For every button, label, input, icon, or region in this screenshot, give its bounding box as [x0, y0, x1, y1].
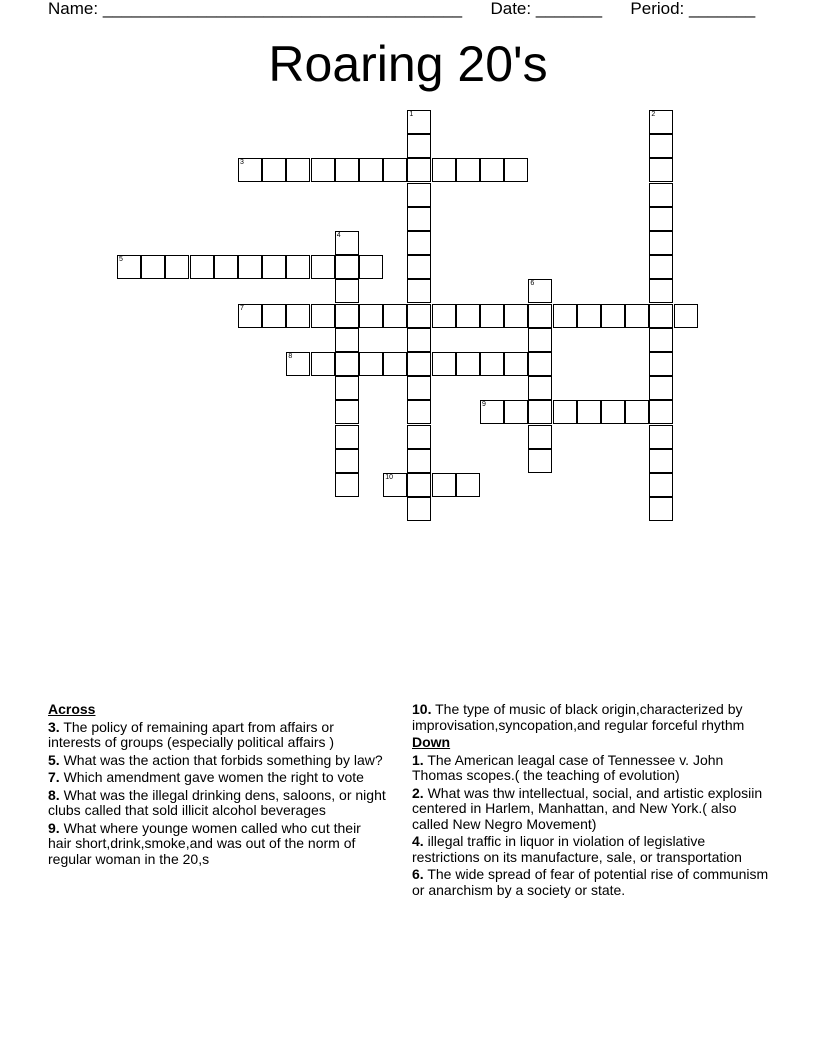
clue-number: 10. [412, 701, 432, 717]
crossword-cell[interactable] [674, 304, 698, 328]
crossword-cell[interactable] [456, 352, 480, 376]
clue-number: 5. [48, 751, 60, 768]
crossword-cell[interactable] [649, 158, 673, 182]
crossword-cell[interactable] [117, 255, 141, 279]
crossword-cell[interactable] [407, 449, 431, 473]
crossword-cell[interactable] [262, 158, 286, 182]
crossword-cell[interactable] [649, 497, 673, 521]
crossword-cell[interactable] [311, 352, 335, 376]
crossword-cell[interactable] [432, 352, 456, 376]
crossword-cell[interactable] [649, 328, 673, 352]
crossword-cell[interactable] [456, 158, 480, 182]
crossword-cell[interactable] [407, 231, 431, 255]
clue-number: 1. [412, 751, 424, 768]
crossword-cell[interactable] [504, 352, 528, 376]
crossword-cell[interactable] [335, 328, 359, 352]
page-title: Roaring 20's [268, 36, 548, 92]
period-blank[interactable]: _______ [689, 0, 756, 18]
crossword-cell[interactable] [601, 400, 625, 424]
crossword-cell[interactable] [528, 304, 552, 328]
cell-number: 10 [385, 474, 393, 481]
across-heading: Across [48, 701, 96, 717]
clue-item [48, 770, 388, 786]
clue-text: What was the illegal drinking dens, saloons, or night clubs called that sold illicit alcohol beverages [48, 786, 386, 818]
clue-text: What where younge women called who cut their hair short,drink,smoke,and was out of the norm of regular woman in the 20,s [48, 819, 361, 867]
clue-text: The American leagal case of Tennessee v. John Thomas scopes.( the teaching of evolution) [412, 751, 724, 783]
clue-item [412, 786, 772, 833]
crossword-cell[interactable] [335, 425, 359, 449]
crossword-cell[interactable] [577, 400, 601, 424]
crossword-cell[interactable] [649, 473, 673, 497]
crossword-cell[interactable] [528, 352, 552, 376]
period-label: Period: [630, 0, 685, 18]
crossword-cell[interactable] [504, 304, 528, 328]
crossword-cell[interactable] [407, 473, 431, 497]
crossword-cell[interactable] [528, 400, 552, 424]
clue-item [48, 753, 388, 769]
cell-number: 5 [119, 256, 123, 264]
crossword-cell[interactable] [214, 255, 238, 279]
date-label: Date: [490, 0, 532, 18]
crossword-cell[interactable] [238, 158, 262, 182]
crossword-cell[interactable] [601, 304, 625, 328]
crossword-cell[interactable] [625, 400, 649, 424]
crossword-cell[interactable] [625, 304, 649, 328]
crossword-cell[interactable] [311, 158, 335, 182]
crossword-cell[interactable] [407, 425, 431, 449]
crossword-cell[interactable] [359, 352, 383, 376]
crossword-cell[interactable] [649, 425, 673, 449]
crossword-cell[interactable] [528, 449, 552, 473]
clue-item [412, 867, 772, 898]
crossword-cell[interactable] [286, 158, 310, 182]
clue-text: The type of music of black origin,characterized by improvisation,syncopation,and regular forceful rhythm [412, 701, 745, 733]
crossword-cell[interactable] [504, 158, 528, 182]
cell-number: 3 [240, 159, 244, 167]
crossword-cell[interactable] [528, 279, 552, 303]
clue-item [48, 720, 388, 751]
clue-number: 9. [48, 819, 60, 836]
crossword-cell[interactable] [359, 255, 383, 279]
crossword-cell[interactable] [383, 304, 407, 328]
crossword-cell[interactable] [432, 304, 456, 328]
clue-number: 4. [412, 833, 424, 849]
clue-text: What was thw intellectual, social, and artistic explosiin centered in Harlem, Manhattan, and New York.( also called New Negro Movement) [412, 784, 763, 832]
crossword-cell[interactable] [432, 158, 456, 182]
clue-item [48, 788, 388, 819]
cell-number: 6 [530, 280, 535, 288]
crossword-cell[interactable] [407, 207, 431, 231]
crossword-cell[interactable] [504, 400, 528, 424]
crossword-cell[interactable] [407, 497, 431, 521]
clue-text: The wide spread of fear of potential rise of communism or anarchism by a society or state. [412, 866, 769, 898]
name-label: Name: [48, 0, 99, 18]
down-heading: Down [412, 734, 451, 750]
crossword-cell[interactable] [456, 473, 480, 497]
crossword-cell[interactable] [528, 425, 552, 449]
crossword-cell[interactable] [262, 255, 286, 279]
crossword-cell[interactable] [480, 304, 504, 328]
crossword-cell[interactable] [141, 255, 165, 279]
crossword-cell[interactable] [528, 328, 552, 352]
clue-item [412, 834, 772, 865]
crossword-cell[interactable] [407, 304, 431, 328]
down-clue-list [412, 753, 772, 899]
crossword-cell[interactable] [480, 400, 504, 424]
crossword-cell[interactable] [335, 352, 359, 376]
crossword-cell[interactable] [649, 304, 673, 328]
clue-number: 3. [48, 718, 60, 735]
clues-left-column [48, 702, 388, 869]
clues-right-column [412, 702, 772, 900]
crossword-cell[interactable] [335, 304, 359, 328]
crossword-cell[interactable] [649, 449, 673, 473]
crossword-cell[interactable] [335, 473, 359, 497]
clue-item [412, 702, 772, 733]
crossword-cell[interactable] [649, 207, 673, 231]
crossword-cell[interactable] [335, 231, 359, 255]
crossword-cell[interactable] [190, 255, 214, 279]
crossword-cell[interactable] [456, 304, 480, 328]
crossword-cell[interactable] [335, 279, 359, 303]
crossword-cell[interactable] [238, 255, 262, 279]
across-clue-list-continued [412, 702, 772, 733]
crossword-cell[interactable] [649, 231, 673, 255]
crossword-cell[interactable] [286, 352, 310, 376]
name-blank[interactable]: ______________________________________ [102, 0, 463, 18]
crossword-cell[interactable] [335, 255, 359, 279]
cell-number: 8 [288, 353, 293, 360]
crossword-cell[interactable] [649, 400, 673, 424]
crossword-cell[interactable] [649, 376, 673, 400]
crossword-cell[interactable] [553, 304, 577, 328]
crossword-cell[interactable] [528, 376, 552, 400]
crossword-cell[interactable] [383, 158, 407, 182]
crossword-cell[interactable] [649, 255, 673, 279]
clue-text: Which amendment gave women the right to vote [63, 769, 364, 785]
crossword-cell[interactable] [480, 158, 504, 182]
crossword-cell[interactable] [407, 255, 431, 279]
crossword-cell[interactable] [407, 183, 431, 207]
crossword-cell[interactable] [407, 328, 431, 352]
crossword-cell[interactable] [286, 304, 310, 328]
crossword-cell[interactable] [432, 473, 456, 497]
date-blank[interactable]: _______ [535, 0, 603, 18]
clue-number: 6. [412, 866, 424, 882]
crossword-cell[interactable] [407, 279, 431, 303]
cell-number: 2 [651, 111, 656, 118]
crossword-cell[interactable] [407, 134, 431, 158]
crossword-cell[interactable] [238, 304, 262, 328]
crossword-cell[interactable] [262, 304, 286, 328]
crossword-cell[interactable] [553, 400, 577, 424]
crossword-cell[interactable] [335, 449, 359, 473]
crossword-cell[interactable] [407, 110, 431, 134]
cell-number: 7 [240, 304, 244, 312]
crossword-cell[interactable] [649, 352, 673, 376]
crossword-cell[interactable] [335, 158, 359, 182]
clue-item [48, 821, 388, 868]
clue-number: 2. [412, 784, 424, 801]
crossword-cell[interactable] [407, 376, 431, 400]
crossword-cell[interactable] [311, 304, 335, 328]
clue-number: 7. [48, 769, 60, 785]
clue-text: The policy of remaining apart from affairs or interests of groups (especially political affairs ) [48, 718, 335, 750]
crossword-cell[interactable] [649, 183, 673, 207]
clue-item [412, 753, 772, 784]
crossword-cell[interactable] [407, 158, 431, 182]
crossword-cell[interactable] [383, 473, 407, 497]
cell-number: 9 [482, 401, 486, 409]
clue-text: What was the action that forbids something by law? [63, 751, 383, 768]
cell-number: 4 [336, 232, 341, 239]
crossword-cell[interactable] [407, 352, 431, 376]
crossword-cell[interactable] [359, 158, 383, 182]
clue-text: illegal traffic in liquor in violation of legislative restrictions on its manufacture, sale, or transportation [412, 833, 742, 865]
crossword-cell[interactable] [649, 279, 673, 303]
crossword-cell[interactable] [335, 400, 359, 424]
crossword-cell[interactable] [359, 304, 383, 328]
across-clue-list [48, 720, 388, 868]
crossword-cell[interactable] [407, 400, 431, 424]
clue-number: 8. [48, 786, 60, 803]
cell-number: 1 [409, 111, 414, 118]
crossword-cell[interactable] [649, 110, 673, 134]
crossword-cell[interactable] [311, 255, 335, 279]
crossword-cell[interactable] [649, 134, 673, 158]
crossword-cell[interactable] [577, 304, 601, 328]
crossword-cell[interactable] [335, 376, 359, 400]
crossword-cell[interactable] [286, 255, 310, 279]
crossword-cell[interactable] [165, 255, 189, 279]
crossword-cell[interactable] [383, 352, 407, 376]
crossword-cell[interactable] [480, 352, 504, 376]
